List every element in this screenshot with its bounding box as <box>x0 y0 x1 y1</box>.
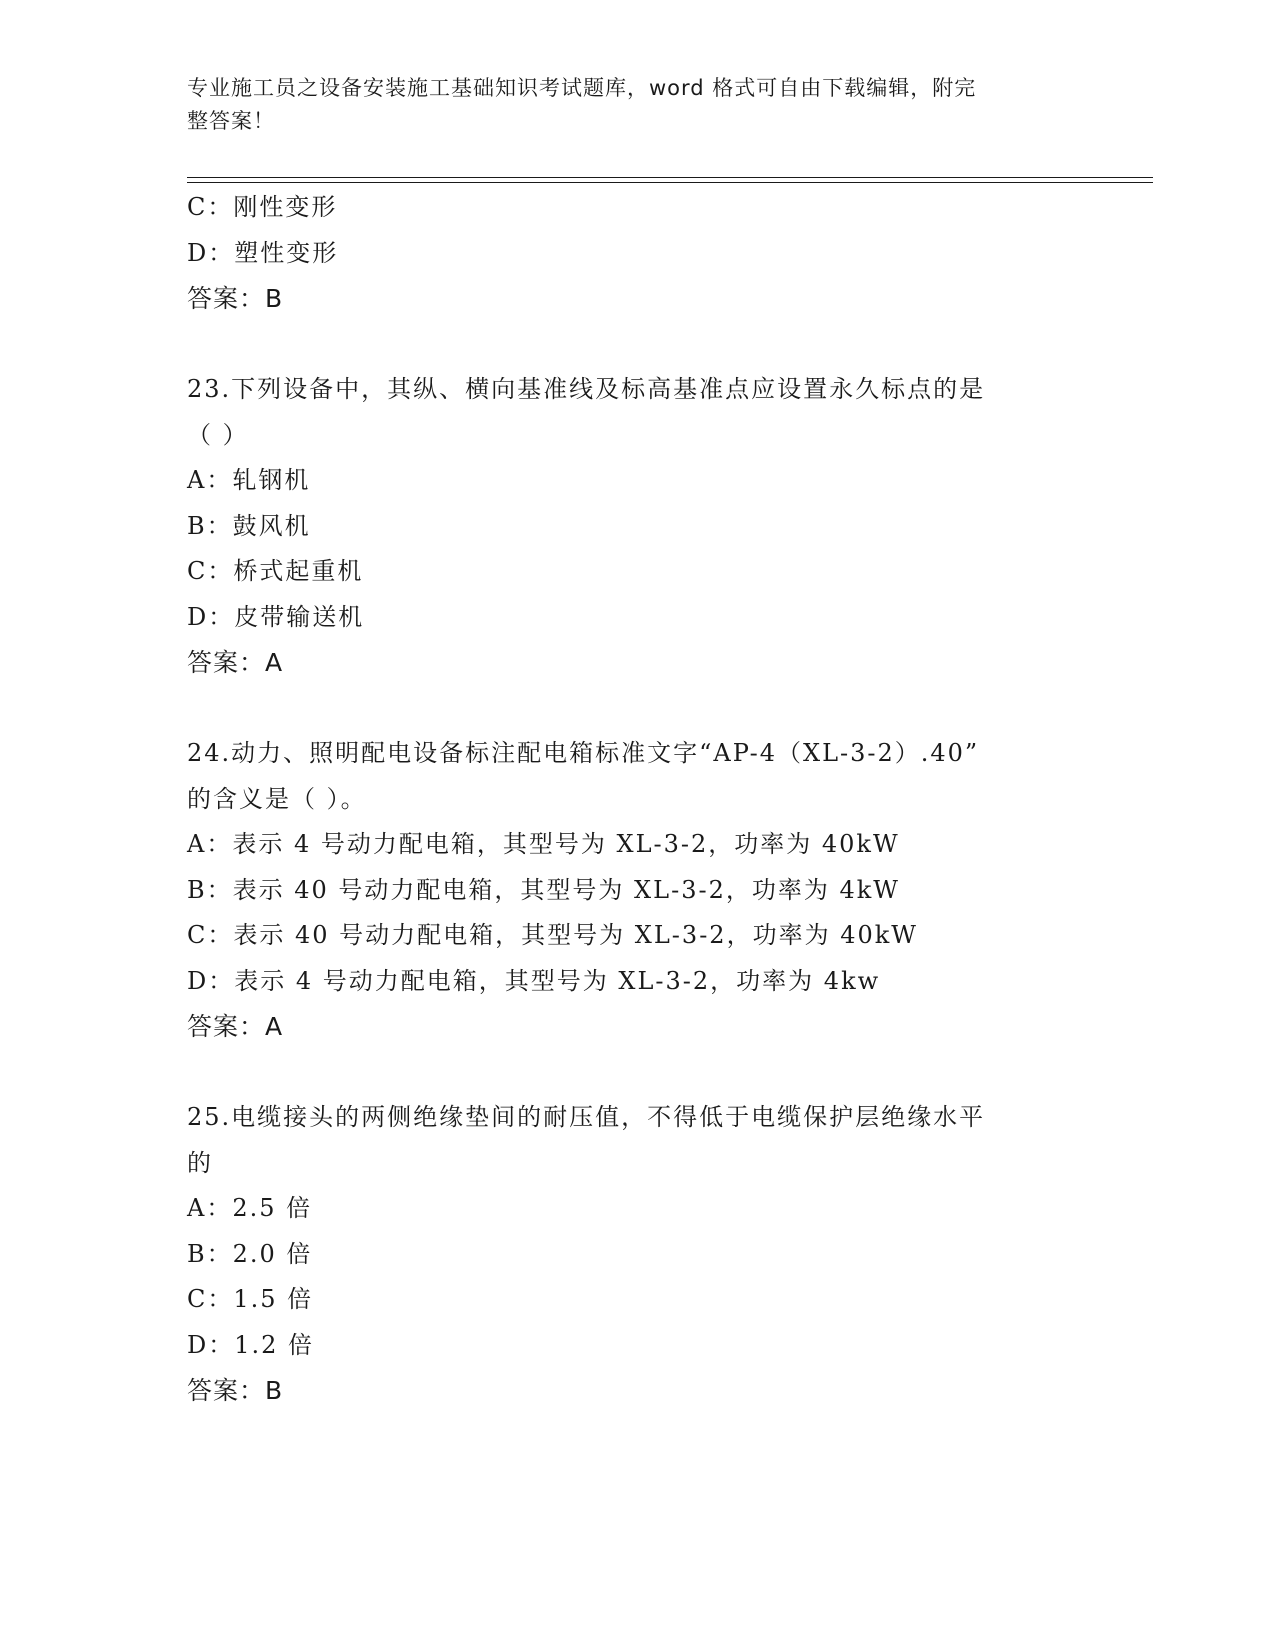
header-divider-bottom <box>187 182 1153 183</box>
option-d: D：表示 4 号动力配电箱，其型号为 XL-3-2，功率为 4kw <box>187 966 881 995</box>
option-c: C：桥式起重机 <box>187 557 364 585</box>
option-c: C：表示 40 号动力配电箱，其型号为 XL-3-2，功率为 40kW <box>187 921 918 949</box>
question-stem-continued: 的含义是（ ）。 <box>187 784 367 813</box>
option-d: D：皮带输送机 <box>187 602 365 631</box>
question-list <box>187 185 1087 1414</box>
header-line-1: 专业施工员之设备安装施工基础知识考试题库，word 格式可自由下载编辑，附完 <box>187 76 977 100</box>
option-b: B：鼓风机 <box>187 511 311 540</box>
option-b: B：2.0 倍 <box>187 1239 313 1268</box>
option-c: C：刚性变形 <box>187 193 338 221</box>
question-stem: 23.下列设备中，其纵、横向基准线及标高基准点应设置永久标点的是 <box>187 375 986 403</box>
answer-line: 答案：B <box>187 284 284 313</box>
page-header <box>187 72 1067 138</box>
option-c: C：1.5 倍 <box>187 1285 314 1313</box>
question-23 <box>187 367 1087 686</box>
option-a: A：2.5 倍 <box>187 1194 313 1222</box>
option-a: A：轧钢机 <box>187 466 311 494</box>
header-line-2: 整答案！ <box>187 109 275 133</box>
option-a: A：表示 4 号动力配电箱，其型号为 XL-3-2，功率为 40kW <box>187 830 900 858</box>
spacer <box>187 322 1087 368</box>
answer-line: 答案：A <box>187 648 284 677</box>
question-25 <box>187 1095 1087 1414</box>
spacer <box>187 686 1087 732</box>
option-d: D：塑性变形 <box>187 238 339 267</box>
question-stem-continued: （ ） <box>187 420 249 449</box>
question-22-tail <box>187 185 1087 322</box>
question-stem-continued: 的 <box>187 1148 213 1177</box>
question-stem: 25.电缆接头的两侧绝缘垫间的耐压值，不得低于电缆保护层绝缘水平 <box>187 1103 986 1131</box>
option-b: B：表示 40 号动力配电箱，其型号为 XL-3-2，功率为 4kW <box>187 875 900 904</box>
spacer <box>187 1050 1087 1096</box>
answer-line: 答案：B <box>187 1376 284 1405</box>
question-24 <box>187 731 1087 1050</box>
question-stem: 24.动力、照明配电设备标注配电箱标准文字“AP-4（XL-3-2）.40” <box>187 739 980 767</box>
header-divider-top <box>187 177 1153 178</box>
answer-line: 答案：A <box>187 1012 284 1041</box>
option-d: D：1.2 倍 <box>187 1330 315 1359</box>
